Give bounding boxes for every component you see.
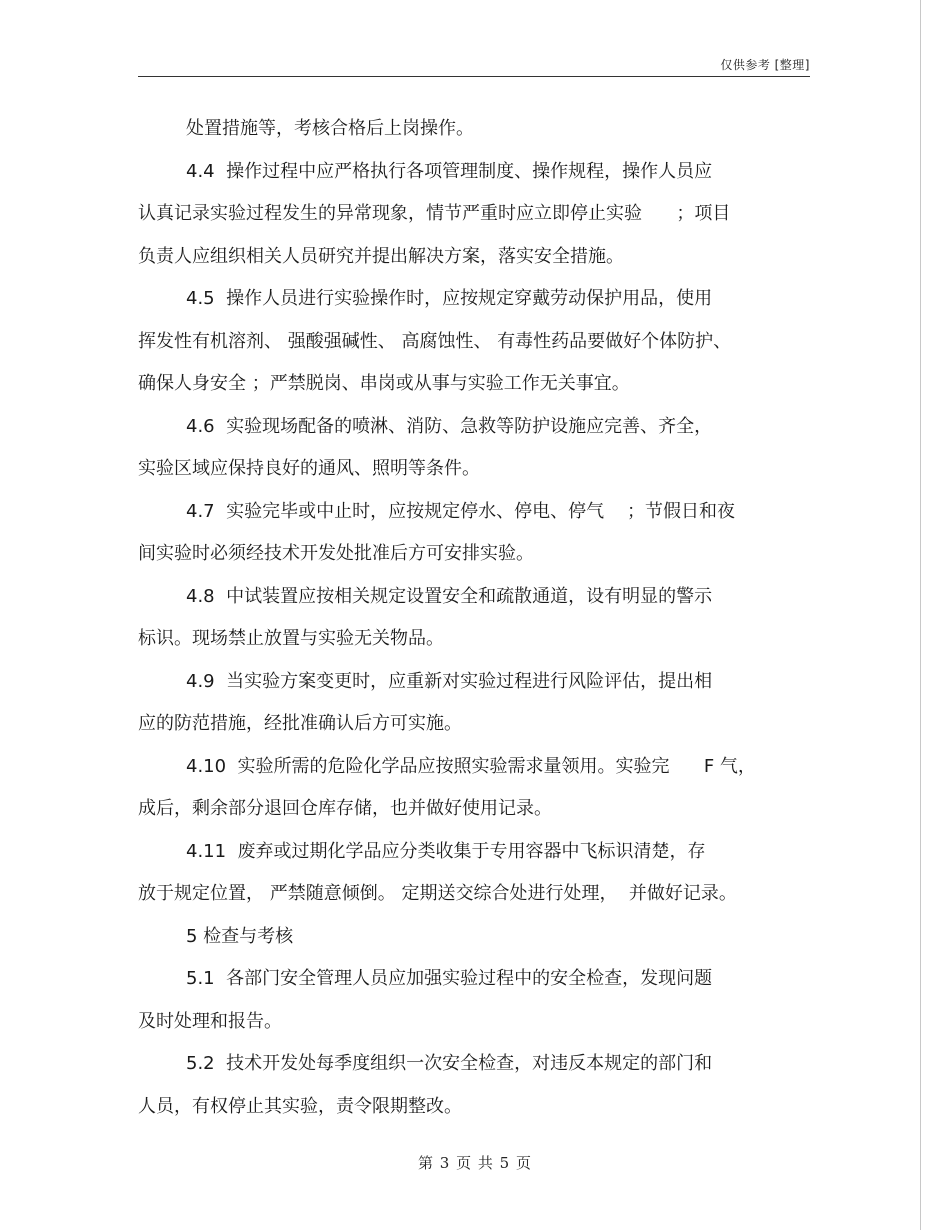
- text-line: 4.11 废弃或过期化学品应分类收集于专用容器中飞标识清楚，存: [186, 840, 706, 862]
- text-line: 间实验时必须经技术开发处批准后方可安排实验。: [138, 543, 534, 564]
- text-line: 5.2 技术开发处每季度组织一次安全检查，对违反本规定的部门和: [186, 1053, 713, 1074]
- text-line: 4.4 操作过程中应严格执行各项管理制度、操作规程，操作人员应: [186, 160, 713, 182]
- text-line: 挥发性有机溶剂、 强酸强碱性、 高腐蚀性、 有毒性药品要做好个体防护、: [138, 330, 732, 352]
- text-line: 4.8 中试装置应按相关规定设置安全和疏散通道，设有明显的警示: [186, 585, 713, 607]
- text-line: 5 检查与考核: [186, 925, 294, 947]
- text-line: 实验区域应保持良好的通风、照明等条件。: [138, 458, 480, 479]
- text-line: 标识。现场禁止放置与实验无关物品。: [138, 628, 444, 649]
- text-line: 人员，有权停止其实验，责令限期整改。: [138, 1095, 462, 1117]
- page-edge: [920, 0, 921, 1230]
- text-line: 4.5 操作人员进行实验操作时，应按规定穿戴劳动保护用品，使用: [186, 288, 713, 309]
- text-line: 成后，剩余部分退回仓库存储，也并做好使用记录。: [138, 798, 552, 819]
- text-line: 4.6 实验现场配备的喷淋、消防、急救等防护设施应完善、齐全，: [186, 415, 713, 437]
- body-text: [138, 108, 810, 1128]
- text-line: 处置措施等，考核合格后上岗操作。: [186, 118, 474, 139]
- header-rule: [138, 76, 810, 77]
- text-line: 认真记录实验过程发生的异常现象，情节严重时应立即停止实验 ；项目: [138, 203, 731, 224]
- text-line: 4.7 实验完毕或中止时，应按规定停水、停电、停气 ；节假日和夜: [186, 500, 735, 522]
- text-line: 4.9 当实验方案变更时，应重新对实验过程进行风险评估，提出相: [186, 670, 713, 692]
- header-note: 仅供参考 [整理]: [720, 58, 810, 72]
- text-line: 负责人应组织相关人员研究并提出解决方案，落实安全措施。: [138, 245, 624, 267]
- text-line: 确保人身安全 ；严禁脱岗、串岗或从事与实验工作无关事宜。: [138, 373, 630, 394]
- text-line: 及时处理和报告。: [138, 1010, 282, 1032]
- text-line: 4.10 实验所需的危险化学品应按照实验需求量领用。实验完 F 气，: [186, 755, 756, 777]
- page-number: 第 3 页 共 5 页: [418, 1154, 532, 1172]
- text-line: 应的防范措施，经批准确认后方可实施。: [138, 713, 462, 734]
- text-line: 5.1 各部门安全管理人员应加强实验过程中的安全检查，发现问题: [186, 968, 713, 989]
- text-line: 放于规定位置， 严禁随意倾倒。 定期送交综合处进行处理， 并做好记录。: [138, 883, 737, 904]
